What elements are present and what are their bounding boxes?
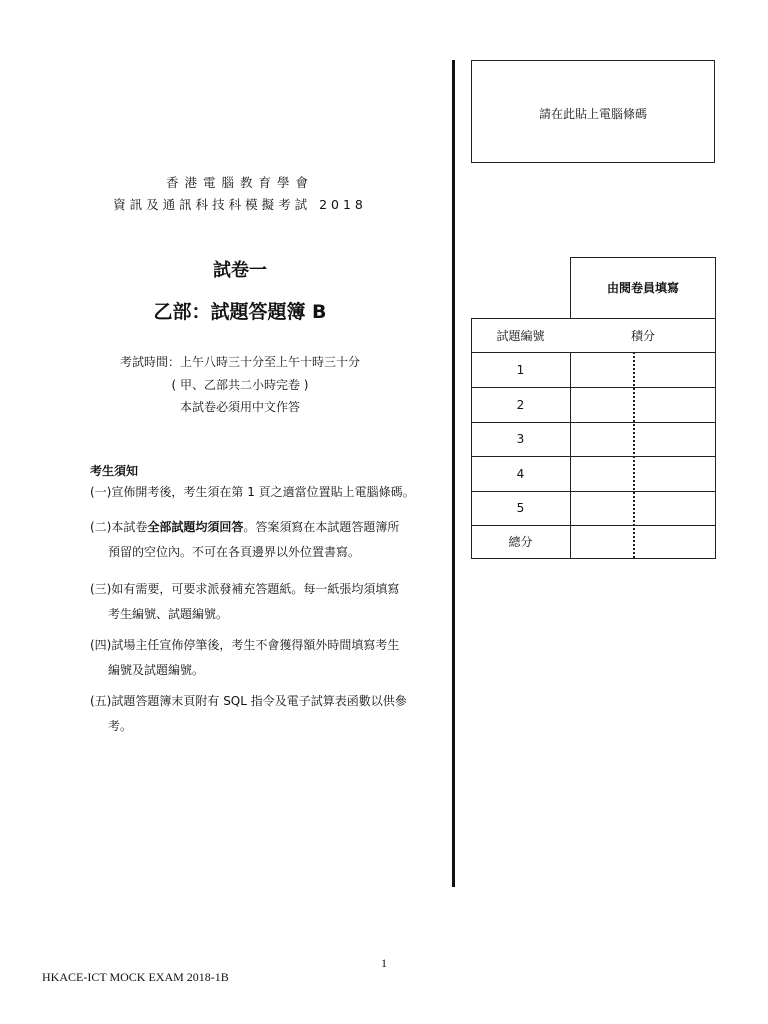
instruction-item: (一)宣佈開考後，考生須在第 1 頁之適當位置貼上電腦條碼。 (90, 485, 415, 499)
marker-use-header: 由閱卷員填寫 (606, 281, 679, 295)
page-divider (452, 60, 455, 887)
total-label: 總分 (508, 535, 533, 549)
page-number: 1 (381, 956, 387, 970)
barcode-box (471, 60, 715, 163)
emphasis-text: 全部試題均須回答 (147, 520, 244, 534)
marks-header: 積分 (630, 328, 655, 343)
instructions-heading: 考生須知 (90, 464, 139, 478)
instruction-item: (四)試場主任宣佈停筆後，考生不會獲得額外時間填寫考生 編號及試題編號。 (90, 638, 400, 677)
marking-table (471, 257, 716, 559)
barcode-label: 請在此貼上電腦條碼 (538, 107, 647, 121)
instruction-item: (三)如有需要，可要求派發補充答題紙。每一紙張均須填寫 考生編號、試題編號。 (90, 582, 400, 621)
exam-code-footer: HKACE-ICT MOCK EXAM 2018-1B (42, 970, 229, 984)
exam-duration: ( 甲、乙部共二小時完卷 ) (171, 378, 309, 392)
exam-time: 考試時間：上午八時三十分至上午十時三十分 (119, 355, 360, 369)
exam-name: 資訊及通訊科技科模擬考試 2018 (113, 197, 367, 212)
question-number-cell: 4 (516, 466, 525, 481)
instruction-item: (二)本試卷全部試題均須回答。答案須寫在本試題答題簿所 預留的空位內。不可在各頁邊界以外位置書寫。 (90, 520, 400, 559)
question-number-cell: 1 (516, 362, 525, 377)
question-number-cell: 3 (516, 432, 525, 446)
organization-name: 香港電腦教育學會 (165, 175, 314, 190)
paper-subtitle: 乙部：試題答題簿 B (153, 301, 327, 323)
instruction-item: (五)試題答題簿末頁附有 SQL 指令及電子試算表函數以供參 考。 (90, 694, 407, 733)
question-number-cell: 2 (516, 397, 525, 412)
question-number-cell: 5 (516, 501, 525, 515)
question-number-header: 試題編號 (496, 328, 545, 343)
paper-title: 試卷一 (213, 260, 267, 281)
exam-language: 本試卷必須用中文作答 (179, 400, 300, 414)
